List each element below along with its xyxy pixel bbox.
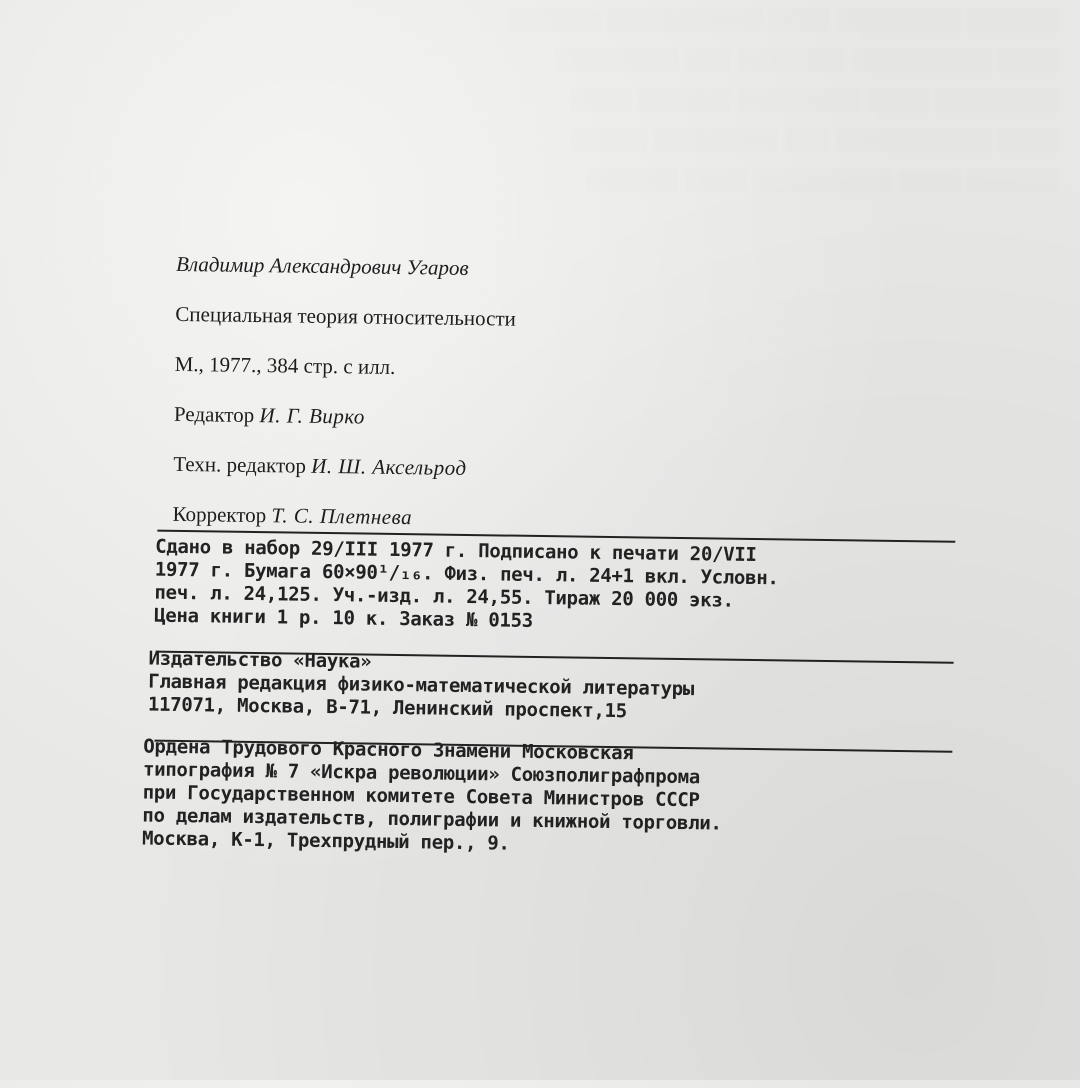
book-credits [172, 251, 796, 560]
print-info-line: печ. л. 24,125. Уч.-изд. л. 24,55. Тираж 20 000 экз. [154, 581, 734, 612]
publisher-line: Издательство «Наука» [148, 647, 372, 673]
proofreader-role: Корректор [172, 501, 267, 528]
print-info-line: 1977 г. Бумага 60×90¹/₁₆. Физ. печ. л. 24+1 вкл. Условн. [154, 558, 779, 590]
editor-role: Редактор [173, 401, 255, 427]
printing-house-line: Ордена Трудового Красного Знамени Московская [143, 735, 634, 765]
editor-name: И. Г. Вирко [259, 403, 366, 429]
proofreader-name: Т. С. Плетнева [271, 503, 413, 530]
printing-house-line: по делам издательств, полиграфии и книжной торговли. [142, 804, 722, 835]
printing-house-block [142, 735, 944, 861]
tech-editor-name: И. Ш. Аксельрод [311, 453, 467, 480]
bleed-through-text: ░░░░░░ ░░░░░░░░ ░░░░ ░░░░░░░░░░ ░░░░░░ ░░░░ ░░░░░░░░░ ░░░░░░░ ░░░ ░░░░░░░░ ░░░░░░░░ ░░░░ ░░░░░░░░ ░░░░░░ ░░░░ ░░░░ ░░░░░░░░░░ ░░░ ░░░░░░░░ ░░░░░ ░░░░░░ ░░░░ ░░░░░░░░░ ░░░░ ░░░░░░ [508, 7, 1060, 192]
print-info-line: Цена книги 1 р. 10 к. Заказ № 0153 [154, 604, 534, 632]
publication-info: М., 1977., 384 стр. с илл. [174, 351, 396, 379]
tech-editor-line [173, 451, 794, 510]
book-title: Специальная теория относительности [175, 301, 517, 331]
publisher-line: 117071, Москва, В-71, Ленинский проспект,15 [147, 693, 628, 723]
printing-house-line: типография № 7 «Искра революции» Союзполиграфпрома [142, 758, 701, 789]
author-name: Владимир Александрович Угаров [175, 251, 469, 280]
printing-house-line: при Государственном комитете Совета Министров СССР [142, 781, 700, 812]
printing-house-line: Москва, К-1, Трехпрудный пер., 9. [141, 827, 510, 855]
publisher-line: Главная редакция физико-математической литературы [148, 670, 695, 701]
editor-line [173, 401, 794, 460]
tech-editor-role: Техн. редактор [173, 451, 307, 478]
print-info-block [154, 536, 955, 639]
publisher-block [148, 648, 949, 728]
print-info-line: Сдано в набор 29/III 1977 г. Подписано к печати 20/VII [154, 535, 757, 567]
